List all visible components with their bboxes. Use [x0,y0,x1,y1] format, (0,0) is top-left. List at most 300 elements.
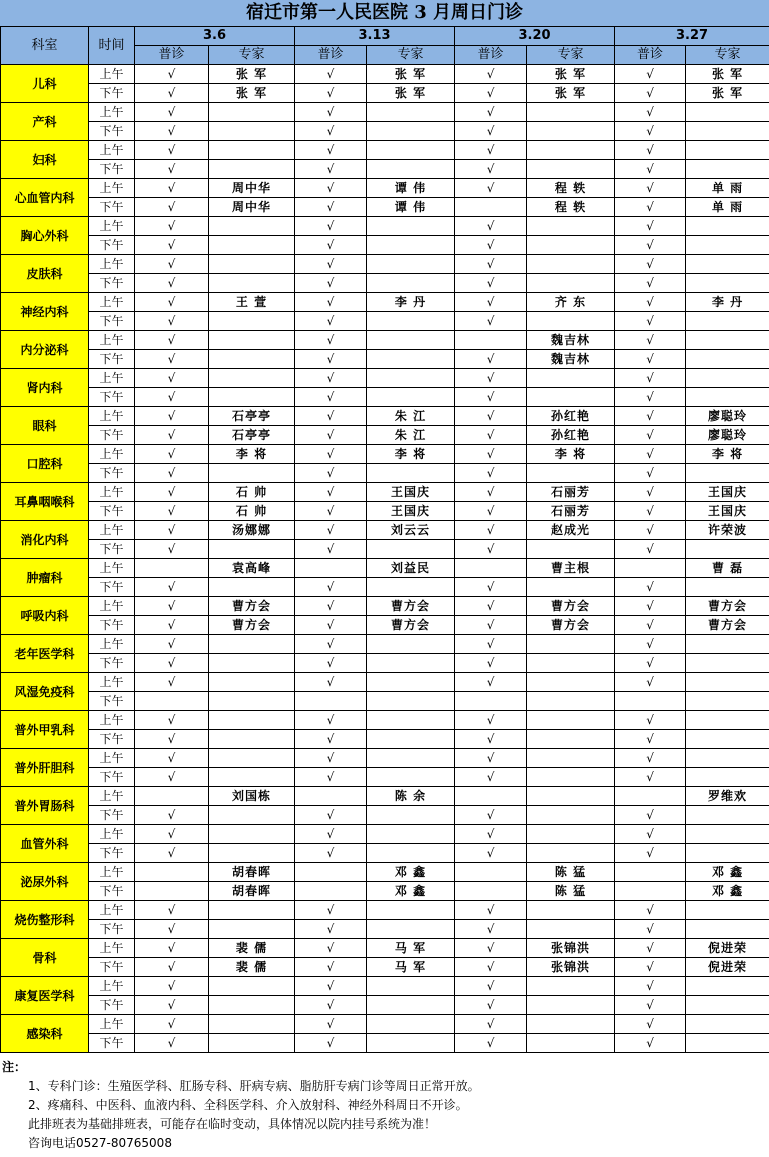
general-clinic-cell [455,787,527,806]
expert-cell: 邓 鑫 [367,882,455,901]
expert-cell [527,1015,615,1034]
table-row [1,692,769,711]
expert-cell: 曹方会 [527,597,615,616]
general-clinic-cell: √ [295,464,367,483]
expert-cell [367,673,455,692]
general-clinic-cell: √ [455,141,527,160]
general-clinic-cell: √ [455,388,527,407]
expert-cell [209,996,295,1015]
general-clinic-cell: √ [615,160,686,179]
general-clinic-cell: √ [455,464,527,483]
expert-cell: 倪进荣 [686,958,769,977]
header-general: 普诊 [455,46,527,65]
general-clinic-cell [615,559,686,578]
general-clinic-cell: √ [455,768,527,787]
expert-cell: 陈 猛 [527,863,615,882]
general-clinic-cell: √ [455,654,527,673]
expert-cell [367,160,455,179]
expert-cell: 李 丹 [367,293,455,312]
general-clinic-cell: √ [615,521,686,540]
expert-cell [367,768,455,787]
general-clinic-cell [615,787,686,806]
header-time: 时间 [89,27,135,65]
table-row [1,654,769,673]
expert-cell: 张 军 [527,84,615,103]
expert-cell [367,122,455,141]
expert-cell [367,692,455,711]
general-clinic-cell: √ [135,616,209,635]
general-clinic-cell: √ [135,464,209,483]
table-row [1,901,769,920]
general-clinic-cell: √ [295,103,367,122]
expert-cell: 刘国栋 [209,787,295,806]
expert-cell [527,255,615,274]
general-clinic-cell: √ [615,445,686,464]
general-clinic-cell: √ [295,274,367,293]
expert-cell: 石 帅 [209,483,295,502]
expert-cell: 邓 鑫 [686,863,769,882]
general-clinic-cell: √ [455,103,527,122]
expert-cell [527,1034,615,1053]
period-label: 下午 [89,768,135,787]
general-clinic-cell: √ [615,958,686,977]
expert-cell: 王 萱 [209,293,295,312]
general-clinic-cell: √ [295,141,367,160]
general-clinic-cell: √ [135,426,209,445]
general-clinic-cell: √ [135,407,209,426]
department-name: 康复医学科 [1,977,89,1015]
general-clinic-cell [455,198,527,217]
department-name: 感染科 [1,1015,89,1053]
expert-cell [367,977,455,996]
general-clinic-cell [295,692,367,711]
expert-cell: 张 军 [367,84,455,103]
expert-cell [209,141,295,160]
department-name: 普外甲乳科 [1,711,89,749]
expert-cell [527,825,615,844]
general-clinic-cell: √ [295,179,367,198]
period-label: 上午 [89,331,135,350]
general-clinic-cell: √ [615,274,686,293]
department-name: 胸心外科 [1,217,89,255]
expert-cell: 孙红艳 [527,407,615,426]
expert-cell [367,1015,455,1034]
general-clinic-cell: √ [295,369,367,388]
general-clinic-cell: √ [455,426,527,445]
general-clinic-cell: √ [135,711,209,730]
expert-cell [367,312,455,331]
general-clinic-cell: √ [135,730,209,749]
expert-cell: 马 军 [367,958,455,977]
general-clinic-cell: √ [135,103,209,122]
expert-cell [686,749,769,768]
expert-cell [209,578,295,597]
period-label: 上午 [89,939,135,958]
general-clinic-cell: √ [615,730,686,749]
table-row [1,844,769,863]
period-label: 上午 [89,407,135,426]
expert-cell [686,977,769,996]
general-clinic-cell: √ [455,597,527,616]
expert-cell [367,255,455,274]
expert-cell [686,825,769,844]
general-clinic-cell: √ [615,331,686,350]
expert-cell [686,654,769,673]
table-row [1,160,769,179]
expert-cell: 马 军 [367,939,455,958]
expert-cell: 王国庆 [367,502,455,521]
general-clinic-cell: √ [615,198,686,217]
expert-cell [209,844,295,863]
general-clinic-cell: √ [295,920,367,939]
general-clinic-cell: √ [135,749,209,768]
general-clinic-cell: √ [295,673,367,692]
general-clinic-cell [455,692,527,711]
expert-cell [527,103,615,122]
table-row [1,464,769,483]
expert-cell [527,920,615,939]
period-label: 上午 [89,217,135,236]
expert-cell [367,388,455,407]
general-clinic-cell: √ [615,901,686,920]
expert-cell [527,160,615,179]
expert-cell: 曹 磊 [686,559,769,578]
general-clinic-cell: √ [295,293,367,312]
general-clinic-cell: √ [295,1034,367,1053]
expert-cell [367,635,455,654]
general-clinic-cell: √ [615,597,686,616]
expert-cell: 廖聪玲 [686,407,769,426]
table-row [1,939,769,958]
general-clinic-cell: √ [615,1015,686,1034]
department-name: 口腔科 [1,445,89,483]
expert-cell [527,711,615,730]
period-label: 下午 [89,502,135,521]
expert-cell [209,312,295,331]
expert-cell [686,844,769,863]
period-label: 上午 [89,863,135,882]
expert-cell: 许荣波 [686,521,769,540]
general-clinic-cell: √ [615,578,686,597]
general-clinic-cell: √ [295,1015,367,1034]
period-label: 上午 [89,559,135,578]
general-clinic-cell: √ [455,521,527,540]
expert-cell [209,654,295,673]
period-label: 上午 [89,673,135,692]
expert-cell [686,141,769,160]
expert-cell: 魏吉林 [527,350,615,369]
department-name: 心血管内科 [1,179,89,217]
general-clinic-cell: √ [295,122,367,141]
expert-cell [527,369,615,388]
department-name: 消化内科 [1,521,89,559]
general-clinic-cell: √ [455,217,527,236]
expert-cell [527,388,615,407]
general-clinic-cell: √ [135,274,209,293]
general-clinic-cell: √ [135,445,209,464]
expert-cell: 单 雨 [686,179,769,198]
note-item: 2、疼痛科、中医科、血液内科、全科医学科、介入放射科、神经外科周日不开诊。 [28,1098,468,1112]
general-clinic-cell: √ [135,1034,209,1053]
period-label: 下午 [89,388,135,407]
department-name: 肿瘤科 [1,559,89,597]
expert-cell [367,217,455,236]
expert-cell [209,388,295,407]
expert-cell [367,236,455,255]
general-clinic-cell: √ [615,103,686,122]
table-row [1,502,769,521]
general-clinic-cell [455,882,527,901]
expert-cell: 石丽芳 [527,483,615,502]
expert-cell: 谭 伟 [367,198,455,217]
department-name: 儿科 [1,65,89,103]
general-clinic-cell: √ [135,768,209,787]
header-date: 3.6 [135,27,295,46]
table-row [1,350,769,369]
expert-cell: 程 轶 [527,198,615,217]
period-label: 下午 [89,920,135,939]
general-clinic-cell: √ [455,483,527,502]
expert-cell [686,464,769,483]
general-clinic-cell: √ [615,350,686,369]
expert-cell [367,920,455,939]
general-clinic-cell: √ [615,141,686,160]
expert-cell: 邓 鑫 [367,863,455,882]
period-label: 下午 [89,160,135,179]
department-name: 烧伤整形科 [1,901,89,939]
expert-cell: 汤娜娜 [209,521,295,540]
expert-cell [367,540,455,559]
general-clinic-cell: √ [295,407,367,426]
general-clinic-cell [455,559,527,578]
department-name: 耳鼻咽喉科 [1,483,89,521]
expert-cell: 廖聪玲 [686,426,769,445]
general-clinic-cell: √ [615,635,686,654]
expert-cell: 周中华 [209,179,295,198]
period-label: 上午 [89,293,135,312]
table-row [1,445,769,464]
expert-cell: 曹方会 [527,616,615,635]
table-row [1,825,769,844]
expert-cell [527,540,615,559]
department-name: 肾内科 [1,369,89,407]
general-clinic-cell: √ [295,806,367,825]
general-clinic-cell: √ [135,825,209,844]
general-clinic-cell: √ [455,350,527,369]
general-clinic-cell: √ [615,483,686,502]
general-clinic-cell: √ [455,502,527,521]
expert-cell [527,768,615,787]
expert-cell: 王国庆 [686,502,769,521]
expert-cell [367,103,455,122]
period-label: 上午 [89,179,135,198]
general-clinic-cell: √ [295,844,367,863]
general-clinic-cell: √ [615,844,686,863]
general-clinic-cell: √ [135,939,209,958]
header-date: 3.13 [295,27,455,46]
general-clinic-cell: √ [455,255,527,274]
expert-cell [367,711,455,730]
department-name: 呼吸内科 [1,597,89,635]
table-row [1,559,769,578]
expert-cell [209,274,295,293]
general-clinic-cell: √ [455,1034,527,1053]
expert-cell: 张锦洪 [527,958,615,977]
contact-phone: 咨询电话0527-80765008 [28,1136,172,1150]
general-clinic-cell: √ [295,521,367,540]
expert-cell [367,141,455,160]
general-clinic-cell [135,559,209,578]
expert-cell: 曹方会 [209,616,295,635]
expert-cell: 李 将 [686,445,769,464]
period-label: 上午 [89,749,135,768]
expert-cell [686,122,769,141]
table-row [1,407,769,426]
table-row [1,84,769,103]
expert-cell [367,274,455,293]
expert-cell [367,901,455,920]
general-clinic-cell: √ [135,920,209,939]
general-clinic-cell: √ [615,806,686,825]
expert-cell [209,217,295,236]
general-clinic-cell: √ [455,730,527,749]
period-label: 上午 [89,825,135,844]
table-row [1,768,769,787]
expert-cell [209,730,295,749]
expert-cell: 张 军 [367,65,455,84]
expert-cell: 石丽芳 [527,502,615,521]
expert-cell: 孙红艳 [527,426,615,445]
expert-cell: 朱 江 [367,407,455,426]
general-clinic-cell [295,559,367,578]
general-clinic-cell: √ [295,597,367,616]
general-clinic-cell [615,692,686,711]
general-clinic-cell: √ [455,293,527,312]
table-row [1,179,769,198]
general-clinic-cell: √ [455,996,527,1015]
expert-cell [686,160,769,179]
expert-cell [686,673,769,692]
general-clinic-cell: √ [135,255,209,274]
period-label: 下午 [89,616,135,635]
general-clinic-cell: √ [295,483,367,502]
general-clinic-cell: √ [295,198,367,217]
general-clinic-cell [615,863,686,882]
expert-cell: 朱 江 [367,426,455,445]
header-dept: 科室 [1,27,89,65]
general-clinic-cell: √ [615,977,686,996]
expert-cell [527,730,615,749]
general-clinic-cell: √ [455,160,527,179]
general-clinic-cell: √ [295,977,367,996]
general-clinic-cell: √ [455,711,527,730]
department-name: 皮肤科 [1,255,89,293]
general-clinic-cell: √ [295,502,367,521]
expert-cell [686,255,769,274]
expert-cell: 王国庆 [367,483,455,502]
expert-cell: 魏吉林 [527,331,615,350]
general-clinic-cell: √ [295,65,367,84]
table-row [1,426,769,445]
department-name: 普外肝胆科 [1,749,89,787]
general-clinic-cell: √ [455,920,527,939]
header-general: 普诊 [295,46,367,65]
header-expert: 专家 [209,46,295,65]
general-clinic-cell: √ [135,844,209,863]
general-clinic-cell: √ [295,578,367,597]
header-date: 3.27 [615,27,769,46]
general-clinic-cell: √ [615,65,686,84]
period-label: 上午 [89,635,135,654]
general-clinic-cell: √ [295,901,367,920]
expert-cell [686,692,769,711]
general-clinic-cell: √ [295,388,367,407]
expert-cell [686,711,769,730]
general-clinic-cell: √ [615,540,686,559]
expert-cell: 张 军 [686,65,769,84]
expert-cell: 罗维欢 [686,787,769,806]
expert-cell [209,103,295,122]
expert-cell [367,578,455,597]
department-name: 风湿免疫科 [1,673,89,711]
table-row [1,274,769,293]
general-clinic-cell: √ [135,236,209,255]
note-item: 1、专科门诊：生殖医学科、肛肠专科、肝病专病、脂肪肝专病门诊等周日正常开放。 [28,1079,480,1093]
page-title: 宿迁市第一人民医院 3 月周日门诊 [0,0,769,26]
general-clinic-cell: √ [135,217,209,236]
expert-cell [527,141,615,160]
general-clinic-cell: √ [135,179,209,198]
expert-cell [367,806,455,825]
general-clinic-cell: √ [615,84,686,103]
general-clinic-cell: √ [455,673,527,692]
general-clinic-cell: √ [295,939,367,958]
period-label: 下午 [89,806,135,825]
expert-cell: 单 雨 [686,198,769,217]
table-row [1,236,769,255]
expert-cell: 石亭亭 [209,407,295,426]
expert-cell [527,464,615,483]
expert-cell [527,749,615,768]
expert-cell [686,540,769,559]
general-clinic-cell: √ [295,635,367,654]
table-row [1,863,769,882]
general-clinic-cell: √ [135,521,209,540]
department-name: 骨科 [1,939,89,977]
period-label: 上午 [89,65,135,84]
expert-cell [686,920,769,939]
general-clinic-cell: √ [615,673,686,692]
general-clinic-cell: √ [135,312,209,331]
table-row [1,616,769,635]
expert-cell [367,654,455,673]
expert-cell [209,122,295,141]
expert-cell: 李 将 [527,445,615,464]
period-label: 下午 [89,464,135,483]
general-clinic-cell: √ [295,730,367,749]
period-label: 下午 [89,692,135,711]
expert-cell [527,274,615,293]
general-clinic-cell: √ [455,977,527,996]
general-clinic-cell: √ [455,1015,527,1034]
period-label: 下午 [89,958,135,977]
general-clinic-cell: √ [135,122,209,141]
expert-cell [209,806,295,825]
table-row [1,521,769,540]
table-row [1,1034,769,1053]
general-clinic-cell: √ [295,825,367,844]
general-clinic-cell: √ [615,407,686,426]
